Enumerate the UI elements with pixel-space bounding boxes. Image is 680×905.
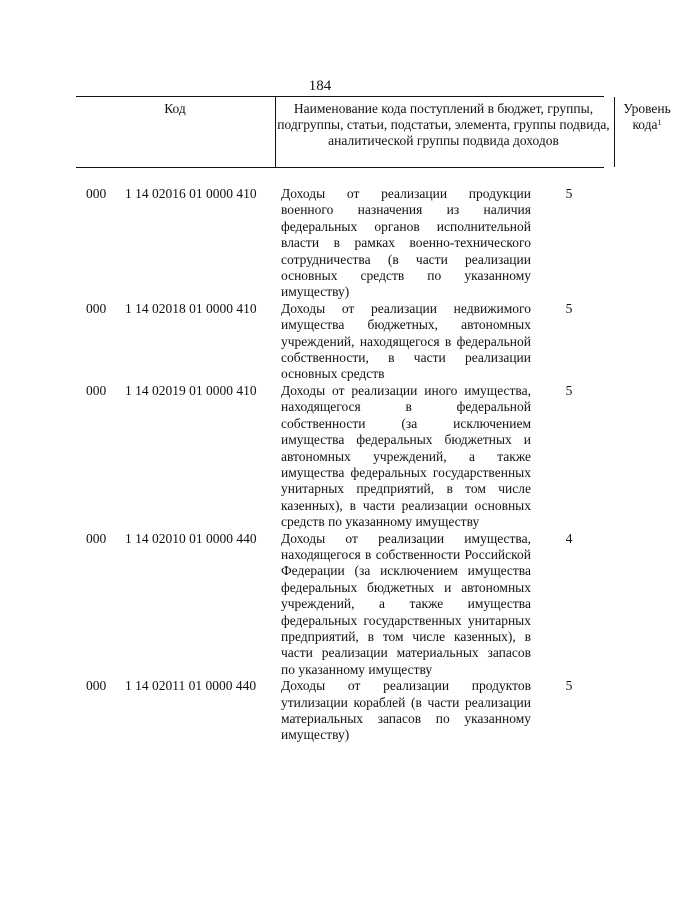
row-code: 1 14 02018 01 0000 410	[125, 300, 257, 316]
table-row	[0, 301, 640, 383]
row-description: Доходы от реализации продукции военного назначения из наличия федеральных органов исполнительной власти в рамках военно-технического сотрудничества (в части реализации основных средств по указанному имуществу)	[281, 186, 531, 300]
table-row	[0, 531, 640, 679]
row-description: Доходы от реализации недвижимого имущества бюджетных, автономных учреждений, находящегося в федеральной собственности, в части реализации основных средств	[281, 300, 531, 382]
header-level-footnote: 1	[657, 118, 662, 127]
row-admin-code: 000	[86, 186, 107, 201]
row-admin-code: 000	[86, 678, 107, 694]
row-level: 4	[565, 530, 573, 546]
table-row	[0, 678, 640, 744]
row-level: 5	[565, 300, 573, 316]
row-description: Доходы от реализации имущества, находящегося в собственности Российской Федерации (за исключением имущества федеральных бюджетных и автономных учреждений, а также имущества федеральных государственных унитарных предприятий, в том числе казенных), в части реализации материальных запасов по указанному имуществу	[281, 530, 531, 677]
row-level: 5	[565, 678, 573, 694]
header-level-label: Уровень кода	[623, 101, 671, 132]
header-name: Наименование кода поступлений в бюджет, группы, подгруппы, статьи, подстатьи, элемента, группы подвида, аналитической группы подвида доходов	[277, 101, 610, 148]
row-admin-code: 000	[86, 300, 107, 316]
row-admin-code: 000	[86, 530, 107, 546]
row-code: 1 14 02010 01 0000 440	[125, 530, 257, 546]
row-code: 1 14 02016 01 0000 410	[125, 186, 257, 201]
row-code: 1 14 02011 01 0000 440	[125, 678, 257, 694]
table-body	[0, 186, 640, 744]
header-level	[614, 101, 680, 133]
row-code: 1 14 02019 01 0000 410	[125, 382, 257, 398]
row-level: 5	[565, 186, 573, 201]
row-description: Доходы от реализации продуктов утилизации кораблей (в части реализации материальных запасов по указанному имуществу)	[281, 678, 531, 743]
row-description: Доходы от реализации иного имущества, находящегося в федеральной собственности (за исключением имущества федеральных бюджетных и автономных учреждений, а также имущества федеральных государственных унитарных предприятий, в том числе казенных), в части реализации основных средств по указанному имуществу	[281, 382, 531, 530]
row-admin-code: 000	[86, 382, 107, 398]
header-code: Код	[164, 101, 186, 116]
row-level: 5	[565, 382, 573, 398]
table-row	[0, 186, 640, 301]
table-row	[0, 383, 640, 531]
page-number: 184	[308, 78, 332, 94]
table-header	[76, 96, 671, 168]
